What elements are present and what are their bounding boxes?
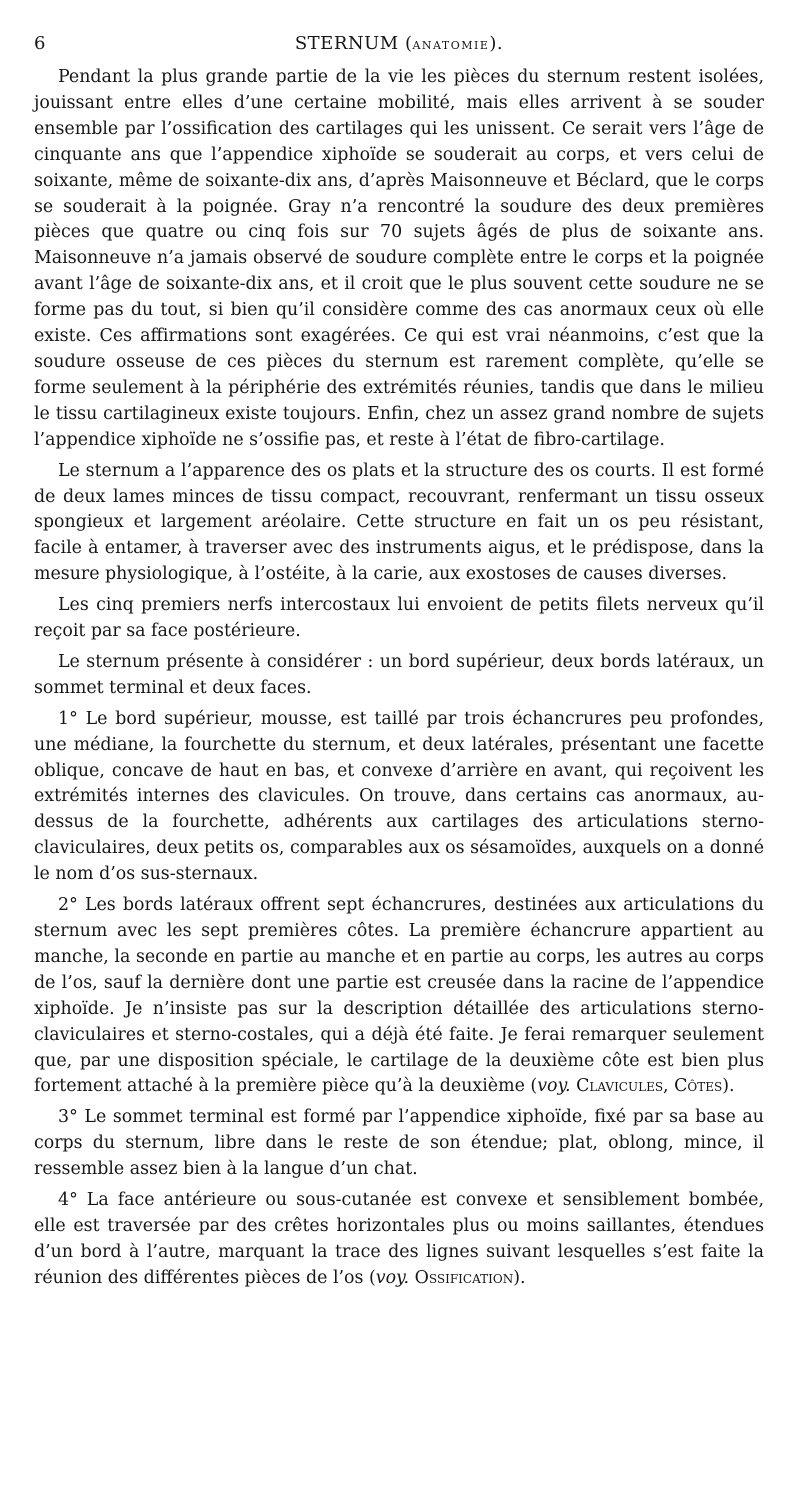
running-title [34, 32, 764, 56]
cross-reference-voy: voy. [537, 1076, 571, 1097]
paragraph-text: Les cinq premiers nerfs intercostaux lui envoient de petits filets nerveux qu’il reçoit par sa face postérieure. [34, 595, 764, 642]
cross-reference-target: Clavicules, Côtes [576, 1076, 723, 1097]
paragraph-text-end: ). [722, 1076, 735, 1097]
paragraph-nerves [34, 593, 764, 645]
running-title-paren-open: ( [398, 33, 413, 54]
paragraph-anterior-face [34, 1188, 764, 1292]
document-page [34, 32, 764, 1297]
paragraph-text-end: ). [513, 1267, 526, 1288]
paragraph-lateral-borders [34, 893, 764, 1100]
body-text [34, 65, 764, 1292]
paragraph-superior-border [34, 707, 764, 888]
paragraph-terminal-apex [34, 1105, 764, 1183]
cross-reference-target: Ossification [414, 1267, 514, 1288]
paragraph-ossification-timeline [34, 65, 764, 454]
paragraph-text: 3° Le sommet terminal est formé par l’appendice xiphoïde, fixé par sa base au corps du sternum, libre dans le reste de son étendue; plat, oblong, mince, il ressemble assez bien à la langue d’un chat. [34, 1107, 764, 1180]
paragraph-text: Le sternum présente à considérer : un bord supérieur, deux bords latéraux, un sommet terminal et deux faces. [34, 651, 764, 698]
paragraph-text: Pendant la plus grande partie de la vie les pièces du sternum restent isolées, jouissant entre elles d’une certaine mobilité, mais elles arrivent à se souder ensemble par l’ossification des cartilages qui les unissent. Ce serait vers l’âge de cinquante ans que l’appendice xiphoïde se souderait au corps, et vers celui de soixante, même de soixante-dix ans, d’après Maisonneuve et Béclard, que le corps se souderait à la poignée. Gray n’a rencontré la soudure des deux premières pièces que quatre ou cinq fois sur 70 sujets âgés de plus de soixante ans. Maisonneuve n’a jamais observé de soudure complète entre le corps et la poignée avant l’âge de soixante-dix ans, et il croit que le plus souvent cette soudure ne se forme pas du tout, si bien qu’il considère comme des cas anormaux ceux où elle existe. Ces affirmations sont exagérées. Ce qui est vrai néanmoins, c’est que la soudure osseuse de ces pièces du sternum est rarement complète, qu’elle se forme seulement à la périphérie des extrémités réunies, tandis que dans le milieu le tissu cartilagineux existe toujours. Enfin, chez un assez grand nombre de sujets l’appendice xiphoïde ne s’ossifie pas, et reste à l’état de fibro-cartilage. [34, 67, 764, 450]
running-title-paren-close: ). [489, 33, 504, 54]
paragraph-text: Le sternum a l’apparence des os plats et la structure des os courts. Il est formé de deux lames minces de tissu compact, recouvrant, renfermant un tissu osseux spongieux et largement aréolaire. Cette structure en fait un os peu résistant, facile à entamer, à traverser avec des instruments aigus, et le prédispose, dans la mesure physiologique, à l’ostéite, à la carie, aux exostoses de causes diverses. [34, 460, 764, 585]
running-title-main: STERNUM [294, 33, 399, 54]
paragraph-text: 4° La face antérieure ou sous-cutanée est convexe et sensiblement bombée, elle est traversée par des crêtes horizontales plus ou moins saillantes, étendues d’un bord à l’autre, marquant la trace des lignes suivant lesquelles s’est faite la réunion des différentes pièces de l’os ( [34, 1190, 764, 1288]
cross-reference-voy: voy. [375, 1267, 410, 1288]
running-title-subject: anatomie [412, 35, 490, 53]
paragraph-structure [34, 459, 764, 589]
paragraph-text: 2° Les bords latéraux offrent sept échancrures, destinées aux articulations du sternum avec les sept premières côtes. La première échancrure appartient au manche, la seconde en partie au manche et en partie au corps, les autres au corps de l’os, sauf la dernière dont une partie est creusée dans la racine de l’appendice xiphoïde. Je n’insiste pas sur la description détaillée des articulations sterno-claviculaires et sterno-costales, qui a déjà été faite. Je ferai remarquer seulement que, par une disposition spéciale, le cartilage de la deuxième côte est bien plus fortement attaché à la première pièce qu’à la deuxième ( [34, 895, 764, 1097]
paragraph-text: 1° Le bord supérieur, mousse, est taillé par trois échancrures peu profondes, une médiane, la fourchette du sternum, et deux latérales, présentant une facette oblique, concave de haut en bas, et convexe d’arrière en avant, qui reçoivent les extrémités internes des clavicules. On trouve, dans certains cas anormaux, au-dessus de la fourchette, adhérents aux cartilages des articulations sterno-claviculaires, deux petits os, comparables aux os sésamoïdes, auxquels on a donné le nom d’os sus-sternaux. [34, 708, 764, 885]
page-header [34, 32, 764, 56]
page-number: 6 [34, 33, 46, 54]
paragraph-parts-overview [34, 650, 764, 702]
